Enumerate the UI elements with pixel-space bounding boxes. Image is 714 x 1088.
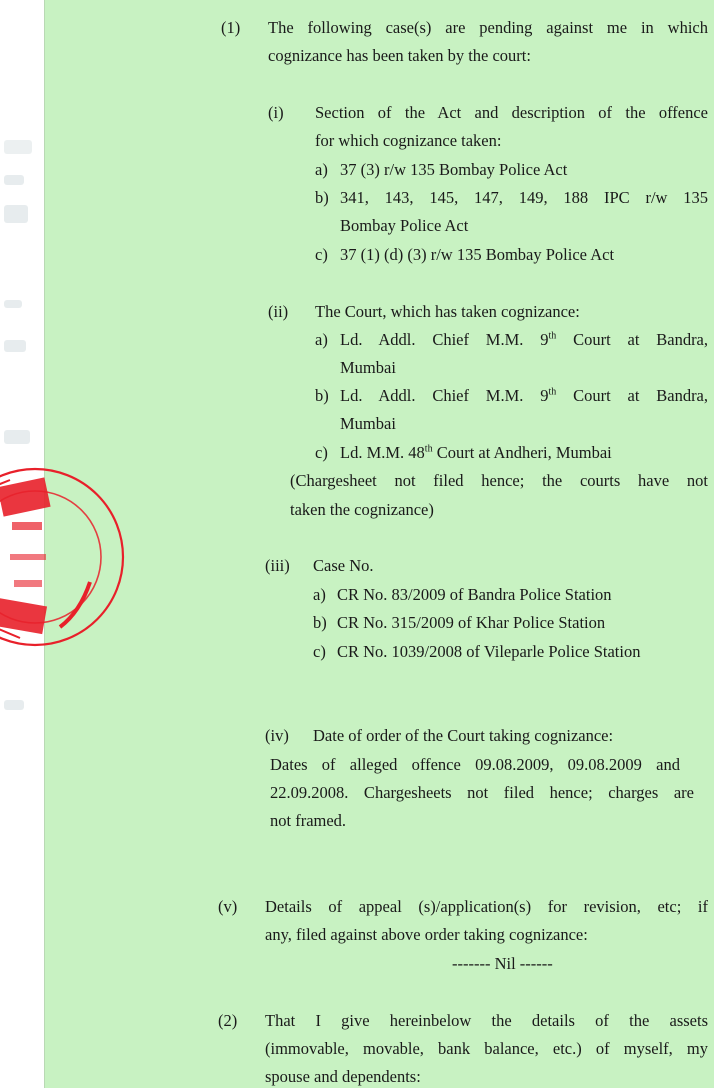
item-ii-a-marker: a) xyxy=(315,330,328,349)
item-i-line-1: Section of the Act and description of the offence xyxy=(315,103,708,122)
item-ii-a-line-2: Mumbai xyxy=(340,358,396,377)
item-i-b-line-2: Bombay Police Act xyxy=(340,216,469,235)
item-v-line-2: any, filed against above order taking cognizance: xyxy=(265,925,588,944)
item-iv-number: (iv) xyxy=(265,726,289,745)
item-ii-b-line-2: Mumbai xyxy=(340,414,396,433)
item-ii-heading: The Court, which has taken cognizance: xyxy=(315,302,580,321)
item-i-c-marker: c) xyxy=(315,245,328,264)
item-iii-c-text: CR No. 1039/2008 of Vileparle Police Station xyxy=(337,642,641,661)
item-ii-b-line-1: Ld. Addl. Chief M.M. 9th Court at Bandra, xyxy=(340,386,709,405)
item-v-number: (v) xyxy=(218,897,238,916)
item-i-b-marker: b) xyxy=(315,188,329,207)
item-i-c-text: 37 (1) (d) (3) r/w 135 Bombay Police Act xyxy=(340,245,615,264)
item-ii-a-line-1: Ld. Addl. Chief M.M. 9th Court at Bandra, xyxy=(340,330,709,349)
section-1-number: (1) xyxy=(221,18,241,37)
item-ii-note-line-1: (Chargesheet not filed hence; the courts have not xyxy=(290,471,708,490)
item-iii-heading: Case No. xyxy=(313,556,374,575)
item-i-b-line-1: 341, 143, 145, 147, 149, 188 IPC r/w 135 xyxy=(340,188,708,207)
item-ii-note-line-2: taken the cognizance) xyxy=(290,500,434,519)
item-iii-b-text: CR No. 315/2009 of Khar Police Station xyxy=(337,613,606,632)
item-i-number: (i) xyxy=(268,103,284,122)
item-iv-line-2: 22.09.2008. Chargesheets not filed hence; charges are xyxy=(270,783,694,802)
item-ii-number: (ii) xyxy=(268,302,289,321)
section-2-line-3: spouse and dependents: xyxy=(265,1067,421,1086)
section-2-line-1: That I give hereinbelow the details of the assets xyxy=(265,1011,708,1030)
item-ii-b-marker: b) xyxy=(315,386,329,405)
item-iv-line-3: not framed. xyxy=(270,811,347,830)
section-1-line-2: cognizance has been taken by the court: xyxy=(268,46,531,65)
item-ii-c-marker: c) xyxy=(315,443,328,462)
item-v-nil: ------- Nil ------ xyxy=(452,954,553,973)
item-v-line-1: Details of appeal (s)/application(s) for revision, etc; if xyxy=(265,897,708,916)
item-iv-line-1: Dates of alleged offence 09.08.2009, 09.08.2009 and xyxy=(270,755,680,774)
section-2-line-2: (immovable, movable, bank balance, etc.) of myself, my xyxy=(265,1039,708,1058)
item-i-line-2: for which cognizance taken: xyxy=(315,131,502,150)
item-i-a-text: 37 (3) r/w 135 Bombay Police Act xyxy=(340,160,568,179)
item-iii-number: (iii) xyxy=(265,556,290,575)
section-2-number: (2) xyxy=(218,1011,238,1030)
section-1-line-1: The following case(s) are pending against me in which xyxy=(268,18,708,37)
item-iii-b-marker: b) xyxy=(313,613,327,632)
item-iii-a-marker: a) xyxy=(313,585,326,604)
item-iv-heading: Date of order of the Court taking cognizance: xyxy=(313,726,614,745)
item-iii-a-text: CR No. 83/2009 of Bandra Police Station xyxy=(337,585,612,604)
item-ii-c-text: Ld. M.M. 48th Court at Andheri, Mumbai xyxy=(340,443,612,462)
item-iii-c-marker: c) xyxy=(313,642,326,661)
item-i-a-marker: a) xyxy=(315,160,328,179)
